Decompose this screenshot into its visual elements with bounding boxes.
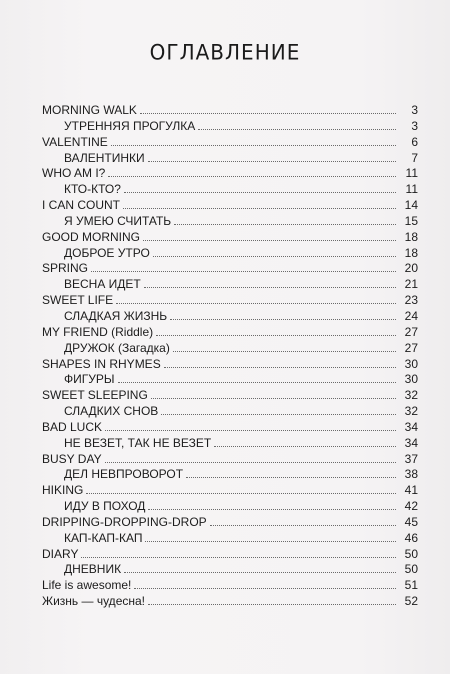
toc-subentry	[42, 151, 418, 167]
toc-entry	[42, 452, 418, 468]
toc-subentry	[42, 404, 418, 420]
toc-page-number: 11	[405, 182, 418, 197]
dot-leader	[86, 492, 396, 494]
toc-page-number: 30	[404, 372, 418, 387]
toc-page-number: 23	[404, 293, 418, 308]
toc-page-number: 41	[404, 483, 418, 498]
dot-leader	[91, 270, 396, 272]
toc-entry	[42, 293, 418, 309]
toc-entry-title: СЛАДКАЯ ЖИЗНЬ	[64, 308, 168, 323]
toc-entry-title: DRIPPING-DROPPING-DROP	[42, 514, 207, 529]
toc-entry-title: SPRING	[42, 261, 89, 276]
toc-entry-title: УТРЕННЯЯ ПРОГУЛКА	[64, 118, 196, 133]
dot-leader	[124, 571, 396, 573]
dot-leader	[145, 540, 396, 542]
toc-page-number: 24	[404, 308, 418, 323]
toc-entry-title: WHO AM I?	[42, 166, 106, 181]
toc-page-number: 34	[404, 435, 418, 450]
toc-entry-title: ДЕЛ НЕВПРОВОРОТ	[64, 467, 184, 482]
page-title: ОГЛАВЛЕНИЕ	[149, 39, 301, 65]
toc-subentry	[42, 182, 418, 198]
dot-leader	[210, 524, 396, 526]
toc-entry-title: SWEET LIFE	[42, 293, 114, 308]
toc-page-number: 3	[411, 118, 418, 133]
toc-entry	[42, 261, 418, 277]
toc-entry	[42, 594, 418, 610]
dot-leader	[134, 587, 396, 589]
dot-leader	[198, 128, 396, 130]
toc-page-number: 21	[404, 277, 418, 292]
toc-entry-title: СЛАДКИХ СНОВ	[64, 404, 159, 419]
dot-leader	[81, 556, 396, 558]
dot-leader	[124, 191, 396, 193]
toc-page-number: 20	[404, 261, 418, 276]
toc-entry	[42, 547, 418, 563]
toc-page-number: 45	[404, 514, 418, 529]
dot-leader	[214, 445, 396, 447]
dot-leader	[105, 429, 396, 431]
toc-page-number: 18	[404, 245, 418, 260]
toc-page-number: 38	[404, 467, 418, 482]
toc-entry-title: MY FRIEND (Riddle)	[42, 324, 154, 339]
toc-entry-title: ДРУЖОК (Загадка)	[64, 340, 170, 355]
dot-leader	[161, 413, 396, 415]
dot-leader	[144, 286, 396, 288]
toc-page-number: 32	[404, 388, 418, 403]
toc-page-number: 42	[404, 499, 418, 514]
toc-entry	[42, 135, 418, 151]
toc-page-number: 30	[404, 356, 418, 371]
toc-entry	[42, 515, 418, 531]
dot-leader	[153, 255, 396, 257]
toc-page-number: 14	[404, 198, 418, 213]
toc-entry	[42, 230, 418, 246]
dot-leader	[148, 603, 396, 605]
toc-subentry	[42, 341, 418, 357]
toc-page-number: 18	[404, 229, 418, 244]
toc-page-number: 46	[404, 530, 418, 545]
toc-entry	[42, 198, 418, 214]
toc-page-number: 6	[411, 134, 418, 149]
dot-leader	[174, 223, 396, 225]
toc-entry-title: Life is awesome!	[42, 578, 132, 593]
toc-entry-title: SHAPES IN RHYMES	[42, 356, 161, 371]
dot-leader	[105, 461, 396, 463]
toc-page-number: 32	[404, 404, 418, 419]
toc-page-number: 50	[404, 546, 418, 561]
toc-entry	[42, 325, 418, 341]
toc-subentry	[42, 214, 418, 230]
toc-entry-title: BUSY DAY	[42, 451, 102, 466]
toc-entry-title: GOOD MORNING	[42, 229, 140, 244]
dot-leader	[173, 350, 396, 352]
toc-entry	[42, 166, 418, 182]
toc-page-number: 37	[404, 451, 418, 466]
toc-subentry	[42, 246, 418, 262]
toc-entry-title: HIKING	[42, 483, 84, 498]
toc-entry-title: I CAN COUNT	[42, 198, 120, 213]
toc-entry	[42, 388, 418, 404]
toc-entry-title: DIARY	[42, 546, 79, 561]
dot-leader	[118, 381, 397, 383]
toc-subentry	[42, 436, 418, 452]
toc-entry	[42, 420, 418, 436]
dot-leader	[140, 112, 396, 114]
toc-subentry	[42, 119, 418, 135]
toc-entry-title: ВАЛЕНТИНКИ	[64, 150, 145, 165]
toc-page-number: 52	[404, 594, 418, 609]
toc-page-number: 11	[405, 166, 418, 181]
toc-page-number: 34	[404, 419, 418, 434]
dot-leader	[151, 397, 396, 399]
dot-leader	[164, 366, 396, 368]
toc-subentry	[42, 277, 418, 293]
toc-page-number: 7	[411, 150, 418, 165]
dot-leader	[148, 160, 396, 162]
table-of-contents	[42, 103, 418, 610]
toc-entry	[42, 103, 418, 119]
toc-entry	[42, 578, 418, 594]
toc-entry	[42, 483, 418, 499]
toc-page-number: 50	[404, 562, 418, 577]
toc-entry-title: КТО-КТО?	[64, 182, 121, 197]
toc-subentry	[42, 499, 418, 515]
toc-subentry	[42, 309, 418, 325]
toc-entry-title: SWEET SLEEPING	[42, 388, 148, 403]
toc-entry-title: ДОБРОЕ УТРО	[64, 245, 150, 260]
toc-entry	[42, 357, 418, 373]
toc-entry-title: Я УМЕЮ СЧИТАТЬ	[64, 213, 172, 228]
toc-subentry	[42, 531, 418, 547]
dot-leader	[108, 175, 396, 177]
toc-subentry	[42, 562, 418, 578]
toc-page-number: 27	[404, 340, 418, 355]
toc-entry-title: VALENTINE	[42, 134, 108, 149]
toc-page-number: 3	[411, 103, 418, 117]
dot-leader	[111, 144, 396, 146]
toc-entry-title: BAD LUCK	[42, 419, 103, 434]
dot-leader	[148, 508, 396, 510]
toc-entry-title: Жизнь — чудесна!	[42, 594, 145, 609]
dot-leader	[116, 302, 396, 304]
toc-entry-title: ФИГУРЫ	[64, 372, 115, 387]
dot-leader	[123, 207, 396, 209]
dot-leader	[170, 318, 396, 320]
toc-page-number: 27	[404, 324, 418, 339]
dot-leader	[156, 334, 396, 336]
dot-leader	[143, 239, 396, 241]
toc-entry-title: ИДУ В ПОХОД	[64, 499, 146, 514]
dot-leader	[186, 476, 396, 478]
toc-entry-title: ВЕСНА ИДЕТ	[64, 277, 141, 292]
toc-subentry	[42, 467, 418, 483]
toc-entry-title: MORNING WALK	[42, 103, 137, 117]
toc-entry-title: ДНЕВНИК	[64, 562, 122, 577]
toc-page-number: 51	[404, 578, 418, 593]
toc-page-number: 15	[404, 213, 418, 228]
toc-entry-title: НЕ ВЕЗЕТ, ТАК НЕ ВЕЗЕТ	[64, 435, 212, 450]
toc-subentry	[42, 372, 418, 388]
toc-entry-title: КАП-КАП-КАП	[64, 530, 143, 545]
